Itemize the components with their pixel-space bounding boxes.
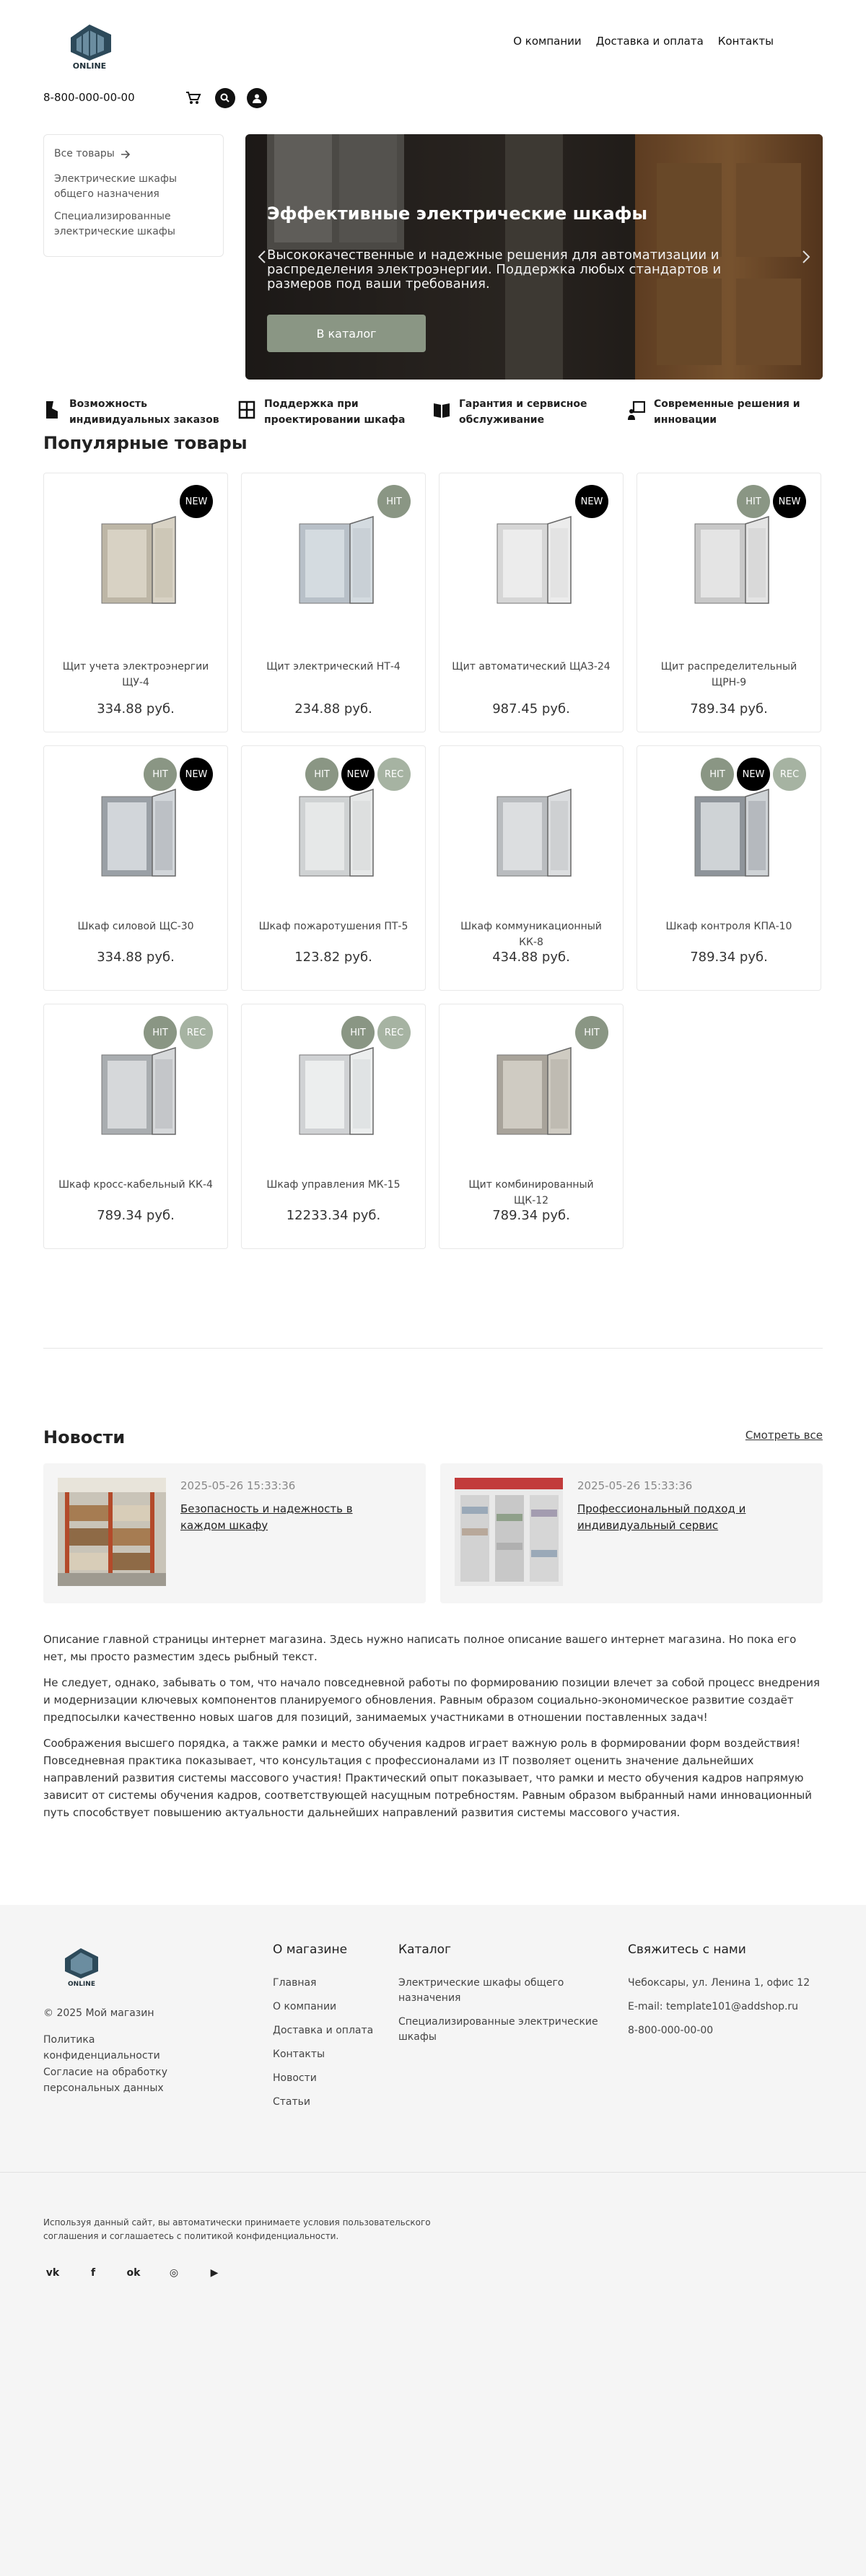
- badge-rec: REC: [377, 1016, 411, 1049]
- badge-hit: HIT: [701, 758, 734, 791]
- badge-new: NEW: [341, 758, 375, 791]
- catalog-menu-item-special[interactable]: Специализированные электрические шкафы: [54, 211, 175, 237]
- badge-rec: REC: [180, 1016, 213, 1049]
- feature-item: [628, 397, 823, 428]
- header-phone[interactable]: 8-800-000-00-00: [43, 91, 135, 104]
- header: [0, 0, 866, 123]
- nav-about[interactable]: О компании: [513, 35, 582, 48]
- product-card[interactable]: [439, 473, 624, 732]
- footer-phone[interactable]: 8-800-000-00-00: [628, 2024, 714, 2036]
- footer-logo[interactable]: [56, 1940, 107, 1990]
- footer-link-about[interactable]: О компании: [273, 2000, 337, 2012]
- youtube-icon[interactable]: ▶: [210, 2267, 219, 2279]
- product-image[interactable]: [80, 502, 193, 625]
- footer-link-general[interactable]: Электрические шкафы общего назначения: [398, 1976, 564, 2004]
- feature-item: [433, 397, 628, 428]
- copyright: © 2025 Мой магазин: [43, 2007, 154, 2019]
- popular-title: Популярные товары: [43, 433, 248, 453]
- product-name[interactable]: Щит распределительный ЩРН-9: [660, 661, 797, 688]
- badge-hit: HIT: [575, 1016, 608, 1049]
- logo[interactable]: [56, 16, 123, 74]
- product-badges: [701, 758, 806, 791]
- nav-delivery[interactable]: Доставка и оплата: [595, 35, 704, 48]
- svg-text:ONLINE: ONLINE: [72, 61, 107, 71]
- footer-catalog: [398, 1941, 600, 2054]
- product-card[interactable]: [439, 1004, 624, 1249]
- news-card[interactable]: [43, 1463, 426, 1603]
- product-badges: [305, 758, 411, 791]
- feature-item: [238, 397, 433, 428]
- product-card[interactable]: [241, 473, 426, 732]
- hero-area: [0, 123, 866, 433]
- product-badges: [737, 485, 806, 518]
- product-image[interactable]: [476, 502, 588, 625]
- catalog-menu-item-general[interactable]: Электрические шкафы общего назначения: [54, 173, 178, 200]
- product-price: 434.88 руб.: [492, 950, 570, 965]
- instagram-icon[interactable]: ◎: [169, 2267, 179, 2279]
- description-paragraph: Не следует, однако, забывать о том, что начало повседневной работы по формированию позиции влечет за собой процесс внедрения и модернизации ключевых компонентов планируемого обновления. Равным образом социально-экономическое развитие создаёт предпосылки качественно новых шагов для позиций, занимаемых участниками в отношении поставленных задач!: [43, 1676, 820, 1724]
- product-price: 334.88 руб.: [97, 950, 175, 965]
- news-image-store: [455, 1478, 563, 1586]
- product-badges: [575, 1016, 608, 1049]
- news-title-link[interactable]: Профессиональный подход и индивидуальный сервис: [577, 1502, 746, 1532]
- badge-rec: REC: [773, 758, 806, 791]
- to-catalog-button[interactable]: В каталог: [267, 315, 426, 352]
- product-badges: [144, 758, 213, 791]
- product-card[interactable]: [637, 745, 821, 991]
- footer-about: [273, 1941, 381, 2119]
- badge-hit: HIT: [144, 758, 177, 791]
- footer-link-news[interactable]: Новости: [273, 2072, 317, 2084]
- footer-link-delivery[interactable]: Доставка и оплата: [273, 2024, 374, 2036]
- badge-hit: HIT: [341, 1016, 375, 1049]
- legal-notice: Используя данный сайт, вы автоматически принимаете условия пользовательского соглашения и соглашаетесь с политикой конфиденциальности.: [43, 2217, 431, 2242]
- product-card[interactable]: [43, 473, 228, 732]
- slider-next-icon[interactable]: [795, 241, 817, 273]
- product-card[interactable]: [637, 473, 821, 732]
- badge-new: NEW: [773, 485, 806, 518]
- feature-text: Современные решения и инновации: [654, 398, 800, 426]
- product-price: 12233.34 руб.: [286, 1208, 381, 1223]
- policy-links: [43, 2032, 202, 2097]
- footer-contact: [628, 1941, 830, 2047]
- features: [43, 397, 823, 428]
- see-all-news-link[interactable]: Смотреть все: [745, 1429, 823, 1442]
- news-date: 2025-05-26 15:33:36: [577, 1479, 693, 1492]
- book-icon: [433, 398, 450, 421]
- product-image[interactable]: [80, 775, 193, 898]
- product-name[interactable]: Щит комбинированный ЩК-12: [468, 1179, 594, 1206]
- product-image[interactable]: [476, 775, 588, 898]
- product-price: 334.88 руб.: [97, 701, 175, 717]
- product-price: 789.34 руб.: [690, 701, 768, 717]
- search-icon[interactable]: [215, 88, 235, 108]
- hero-text: Высококачественные и надежные решения для автоматизации и распределения электроэнергии. Поддержка любых стандартов и размеров под ваши требования.: [267, 247, 722, 292]
- product-badges: [144, 1016, 213, 1049]
- feature-text: Возможность индивидуальных заказов: [69, 398, 219, 426]
- product-price: 987.45 руб.: [492, 701, 570, 717]
- product-image[interactable]: [278, 502, 390, 625]
- product-image[interactable]: [673, 775, 786, 898]
- catalog-menu: [43, 134, 224, 257]
- facebook-icon[interactable]: f: [90, 2267, 96, 2279]
- slider-prev-icon[interactable]: [251, 241, 273, 273]
- top-nav: [513, 35, 774, 48]
- privacy-policy-link[interactable]: Политика конфиденциальности: [43, 2034, 160, 2062]
- all-products-label: Все товары: [54, 148, 115, 159]
- footer-contact-title: Свяжитесь с нами: [628, 1942, 746, 1957]
- news-image-warehouse: [58, 1478, 166, 1586]
- product-card[interactable]: [43, 745, 228, 991]
- product-card[interactable]: [43, 1004, 228, 1249]
- section-divider: [43, 1348, 823, 1349]
- product-price: 789.34 руб.: [492, 1208, 570, 1223]
- header-icons: [183, 88, 267, 108]
- badge-new: NEW: [180, 758, 213, 791]
- nav-contacts[interactable]: Контакты: [717, 35, 774, 48]
- hero-title: Эффективные электрические шкафы: [267, 203, 648, 224]
- footer-catalog-title: Каталог: [398, 1942, 452, 1957]
- product-name[interactable]: Щит автоматический ЩАЗ-24: [452, 661, 611, 673]
- tools-icon: [43, 398, 61, 421]
- product-name[interactable]: Шкаф силовой ЩС-30: [77, 921, 194, 932]
- product-image[interactable]: [476, 1033, 588, 1156]
- news-card[interactable]: [440, 1463, 823, 1603]
- description: [0, 1631, 866, 1905]
- grid-icon: [238, 398, 255, 421]
- product-badges: [575, 485, 608, 518]
- product-name[interactable]: Щит электрический НТ-4: [266, 661, 401, 673]
- product-image[interactable]: [673, 502, 786, 625]
- product-name[interactable]: Шкаф коммуникационный КК-8: [460, 921, 602, 948]
- product-card[interactable]: [439, 745, 624, 991]
- product-card[interactable]: [241, 1004, 426, 1249]
- badge-hit: HIT: [144, 1016, 177, 1049]
- badge-new: NEW: [737, 758, 770, 791]
- feature-item: [43, 397, 238, 428]
- product-badges: [341, 1016, 411, 1049]
- footer-email[interactable]: E-mail: template101@addshop.ru: [628, 2000, 799, 2012]
- product-price: 789.34 руб.: [690, 950, 768, 965]
- badge-hit: HIT: [305, 758, 338, 791]
- feature-text: Поддержка при проектировании шкафа: [264, 398, 406, 426]
- hero-slider: [245, 134, 823, 380]
- product-badges: [180, 485, 213, 518]
- news-section: [0, 1385, 866, 1631]
- badge-new: NEW: [575, 485, 608, 518]
- footer-link-special[interactable]: Специализированные электрические шкафы: [398, 2015, 598, 2043]
- footer-link-home[interactable]: Главная: [273, 1976, 317, 1989]
- product-name[interactable]: Шкаф кросс-кабельный КК-4: [58, 1179, 213, 1191]
- user-icon[interactable]: [247, 88, 267, 108]
- product-name[interactable]: Шкаф пожаротушения ПТ-5: [258, 921, 408, 932]
- product-image[interactable]: [278, 1033, 390, 1156]
- product-price: 789.34 руб.: [97, 1208, 175, 1223]
- news-date: 2025-05-26 15:33:36: [180, 1479, 296, 1492]
- footer-address: Чебоксары, ул. Ленина 1, офис 12: [628, 1976, 810, 1989]
- social-links: [43, 2264, 224, 2282]
- footer: [0, 1905, 866, 2172]
- all-products-link[interactable]: [54, 146, 213, 162]
- presentation-icon: [628, 398, 645, 421]
- cart-icon[interactable]: [183, 88, 204, 108]
- personal-data-link[interactable]: Согласие на обработку персональных данных: [43, 2066, 168, 2095]
- footer-bottom: [0, 2172, 866, 2576]
- product-card[interactable]: [241, 745, 426, 991]
- news-title: Новости: [43, 1427, 126, 1447]
- news-title-link[interactable]: Безопасность и надежность в каждом шкафу: [180, 1502, 353, 1532]
- feature-text: Гарантия и сервисное обслуживание: [459, 398, 587, 426]
- vk-icon[interactable]: vk: [45, 2267, 60, 2279]
- svg-text:ONLINE: ONLINE: [68, 1981, 95, 1988]
- product-badges: [377, 485, 411, 518]
- product-name[interactable]: Шкаф контроля КПА-10: [665, 921, 792, 932]
- badge-hit: HIT: [377, 485, 411, 518]
- odnoklassniki-icon[interactable]: ok: [126, 2267, 141, 2279]
- description-paragraph: Соображения высшего порядка, а также рамки и место обучения кадров играет важную роль в формировании форм воздействия! Повседневная практика показывает, что консультация с профессионалами из IT позволяет оценить значение дальнейших направлений развития системы массового участия! Практический опыт показывает, что рамки и место обучения кадров напрямую зависит от системы обучения кадров, соответствующей насущным потребностям. Равным образом выбранный нами инновационный путь способствует повышению актуальности дальнейших направлений развития системы массового участия.: [43, 1737, 812, 1819]
- product-price: 123.82 руб.: [294, 950, 372, 965]
- badge-rec: REC: [377, 758, 411, 791]
- product-price: 234.88 руб.: [294, 701, 372, 717]
- footer-link-contacts[interactable]: Контакты: [273, 2048, 325, 2060]
- badge-hit: HIT: [737, 485, 770, 518]
- description-paragraph: Описание главной страницы интернет магазина. Здесь нужно написать полное описание вашего интернет магазина. Но пока его нет, мы просто разместим здесь рыбный текст.: [43, 1633, 797, 1663]
- footer-link-articles[interactable]: Статьи: [273, 2095, 311, 2108]
- badge-new: NEW: [180, 485, 213, 518]
- product-name[interactable]: Шкаф управления МК-15: [266, 1179, 401, 1191]
- product-image[interactable]: [80, 1033, 193, 1156]
- popular-section: [0, 433, 866, 1385]
- product-name[interactable]: Щит учета электроэнергии ЩУ-4: [62, 661, 209, 688]
- footer-about-title: О магазине: [273, 1942, 348, 1957]
- arrow-right-icon: [121, 150, 131, 159]
- product-image[interactable]: [278, 775, 390, 898]
